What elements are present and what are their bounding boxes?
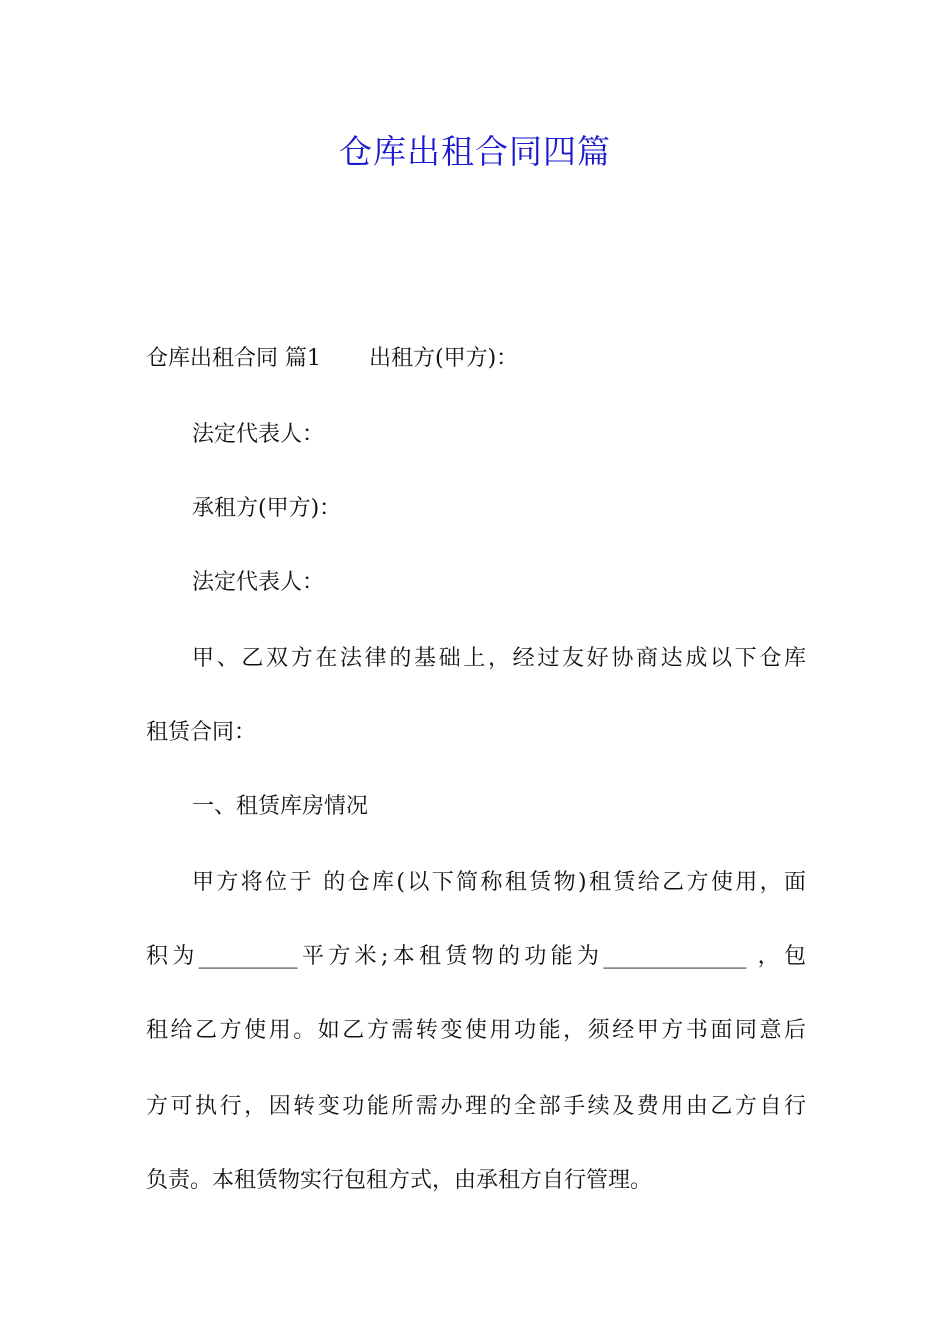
paragraph-1-line-2: 积为_________平方米;本租赁物的功能为_____________ ，包 (146, 944, 806, 969)
contract-heading: 仓库出租合同 篇1 (146, 346, 321, 371)
contract-heading-line (146, 344, 806, 374)
paragraph-1-line-3: 租给乙方使用。如乙方需转变使用功能，须经甲方书面同意后 (146, 1018, 806, 1043)
lessor-label: 出租方(甲方)： (369, 346, 519, 371)
paragraph-1-line-5: 负责。本租赁物实行包租方式，由承租方自行管理。 (146, 1168, 653, 1193)
section-heading-1: 一、租赁库房情况 (192, 794, 369, 819)
paragraph-1-line-4: 方可执行，因转变功能所需办理的全部手续及费用由乙方自行 (146, 1094, 806, 1119)
lessor-representative: 法定代表人： (192, 422, 325, 447)
intro-line-1: 甲、乙双方在法律的基础上，经过友好协商达成以下仓库 (192, 646, 806, 671)
lessee-representative: 法定代表人： (192, 570, 325, 595)
intro-line-2: 租赁合同： (146, 720, 257, 745)
document-title: 仓库出租合同四篇 (339, 132, 611, 171)
lessee-label: 承租方(甲方)： (192, 496, 342, 521)
paragraph-1-line-1: 甲方将位于 的仓库(以下简称租赁物)租赁给乙方使用，面 (192, 870, 806, 895)
